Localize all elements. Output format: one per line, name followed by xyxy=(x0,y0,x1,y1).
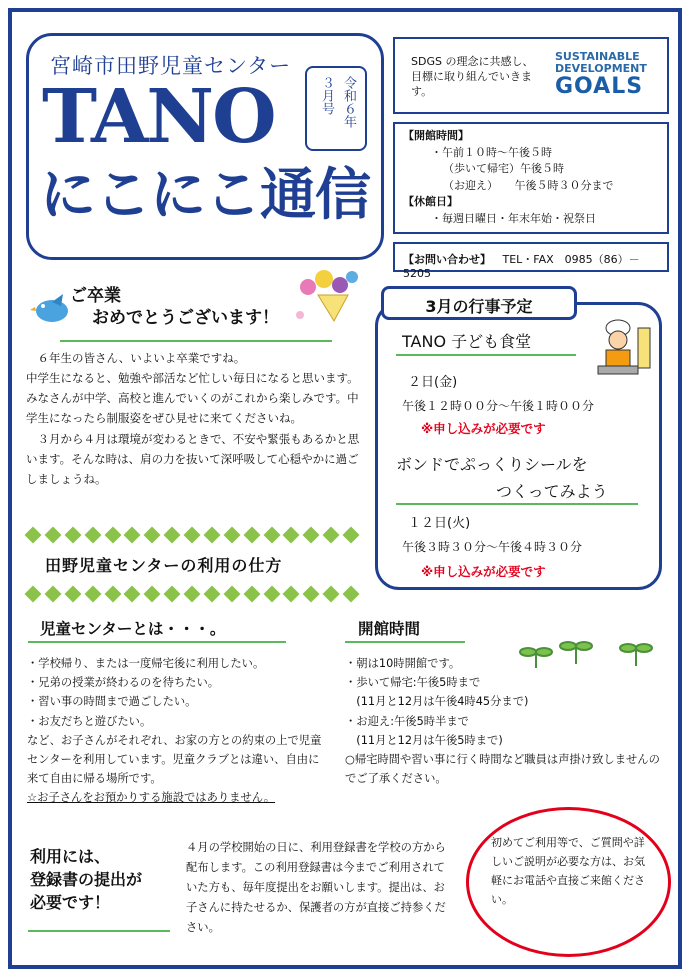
diamond-ornament xyxy=(303,586,320,603)
graduation-message xyxy=(26,348,366,489)
about-title: 児童センターとは・・・。 xyxy=(40,620,226,638)
diamond-border-bottom xyxy=(27,586,357,602)
diamond-ornament xyxy=(44,527,61,544)
diamond-ornament xyxy=(104,527,121,544)
divider xyxy=(396,354,576,356)
diamond-ornament xyxy=(343,527,360,544)
hours-item: ・歩いて帰宅:午後5時まで xyxy=(345,676,481,690)
graduation-paragraph: ３月から４月は環境が変わるときで、不安や緊張もあるかと思います。そんな時は、肩の力を抜いて深呼吸して心穏やかに過ごしましょうね。 xyxy=(26,431,360,486)
registration-title xyxy=(30,845,142,915)
divider xyxy=(345,641,465,643)
hours-line: （歩いて帰宅）午後５時 xyxy=(443,162,564,175)
diamond-ornament xyxy=(144,527,161,544)
hours-label: 【開館時間】 xyxy=(403,129,469,142)
diamond-ornament xyxy=(184,527,201,544)
diamond-ornament xyxy=(223,586,240,603)
divider xyxy=(60,340,332,342)
about-item: ・学校帰り、または一度帰宅後に利用したい。 xyxy=(27,657,265,670)
center-name: 宮崎市田野児童センター xyxy=(50,54,292,78)
diamond-ornament xyxy=(303,527,320,544)
registration-text: ４月の学校開始の日に、利用登録書を学校の方から配布します。この利用登録書は今までご利用されていた方も、毎年度提出をお願いします。提出は、お子さんに持たせるか、保護者の方が直接ご持参ください。 xyxy=(186,841,446,935)
diamond-ornament xyxy=(223,527,240,544)
sdgs-logo-line2: DEVELOPMENT xyxy=(555,62,647,76)
diamond-ornament xyxy=(203,586,220,603)
event-time: 午後３時３０分～午後４時３０分 xyxy=(402,540,583,554)
newsletter-title: にこにこ通信 xyxy=(40,163,370,228)
diamond-ornament xyxy=(25,586,42,603)
issue-month: ３月号 xyxy=(319,76,334,115)
event-requirement: ※申し込みが必要です xyxy=(421,421,546,436)
about-item: ・お友だちと遊びたい。 xyxy=(27,714,152,728)
diamond-ornament xyxy=(203,527,220,544)
diamond-ornament xyxy=(124,527,141,544)
diamond-ornament xyxy=(164,586,181,603)
graduation-paragraph: 中学生になると、勉強や部活など忙しい毎日になると思います。みなさんが中学、高校と進んでいくのがこれから楽しみです。中学生になったら制服姿をぜひ見せに来てくださいね。 xyxy=(26,371,359,426)
graduation-title xyxy=(70,285,279,329)
diamond-ornament xyxy=(84,527,101,544)
diamond-ornament xyxy=(184,586,201,603)
bird-icon xyxy=(30,292,74,326)
contact-label: 【お問い合わせ】 xyxy=(403,253,491,266)
chef-icon xyxy=(596,318,654,378)
bouquet-icon xyxy=(290,265,370,327)
closed-days: ・毎週日曜日・年末年始・祝祭日 xyxy=(431,211,596,225)
diamond-border-top xyxy=(27,527,357,543)
hours-line: ・午前１０時～午後５時 xyxy=(431,145,552,159)
diamond-ornament xyxy=(144,586,161,603)
sdgs-logo xyxy=(555,51,661,99)
diamond-ornament xyxy=(343,586,360,603)
divider xyxy=(28,930,170,932)
issue-box xyxy=(305,66,367,151)
registration-title-line2: 登録書の提出が xyxy=(30,870,143,890)
newsletter-title-latin: TANO xyxy=(42,74,275,160)
hours-item: ○帰宅時間や習い事に行く時間など職員は声掛け致しませんのでご了承ください。 xyxy=(345,753,660,786)
diamond-ornament xyxy=(25,527,42,544)
diamond-ornament xyxy=(84,586,101,603)
event-title: TANO 子ども食堂 xyxy=(402,332,532,351)
closed-label: 【休館日】 xyxy=(403,195,458,208)
diamond-ornament xyxy=(124,586,141,603)
opening-hours-list xyxy=(345,654,663,788)
diamond-ornament xyxy=(104,586,121,603)
about-note: ☆お子さんをお預かりする施設ではありません。 xyxy=(27,791,276,805)
sdgs-box xyxy=(393,37,669,114)
graduation-title-line2: おめでとうございます！ xyxy=(92,308,279,329)
sdgs-text: SDGS の理念に共感し、目標に取り組んでいきます。 xyxy=(411,55,534,98)
event-date: １２日(火) xyxy=(408,516,471,531)
hours-item: (11月と12月は午後4時45分まで) xyxy=(345,695,529,709)
hours-item: (11月と12月は午後5時まで) xyxy=(345,733,503,747)
registration-title-line3: 必要です！ xyxy=(30,893,111,913)
issue-era: 令和６年 xyxy=(341,76,356,128)
divider xyxy=(28,641,286,643)
diamond-ornament xyxy=(263,527,280,544)
event-date: ２日(金) xyxy=(408,375,458,390)
diamond-ornament xyxy=(64,527,81,544)
contact-notice-oval xyxy=(466,807,671,957)
diamond-ornament xyxy=(323,527,340,544)
diamond-ornament xyxy=(243,586,260,603)
event-title-line1: ボンドでぷっくりシールを xyxy=(396,455,588,474)
about-list xyxy=(27,654,327,808)
diamond-ornament xyxy=(323,586,340,603)
opening-hours-title: 開館時間 xyxy=(358,620,421,638)
contact-phone: TEL・FAX 0985（86）－5205 xyxy=(403,253,640,280)
sdgs-logo-line1: SUSTAINABLE xyxy=(555,50,640,63)
graduation-paragraph: ６年生の皆さん、いよいよ卒業ですね。 xyxy=(37,351,246,365)
about-item: ・兄弟の授業が終わるのを待ちたい。 xyxy=(27,676,220,690)
contact-box xyxy=(393,242,669,280)
event-requirement: ※申し込みが必要です xyxy=(421,564,546,579)
about-text: など、お子さんがそれぞれ、お家の方との約束の上で児童センターを利用しています。児童クラブとは違い、自由に来て自由に帰る場所です。 xyxy=(27,733,322,786)
event-time: 午後１２時００分～午後１時００分 xyxy=(402,399,595,413)
diamond-ornament xyxy=(263,586,280,603)
diamond-ornament xyxy=(243,527,260,544)
events-heading: 3月の行事予定 xyxy=(381,286,577,320)
diamond-ornament xyxy=(64,586,81,603)
about-item: ・習い事の時間まで過ごしたい。 xyxy=(27,695,197,709)
diamond-ornament xyxy=(283,586,300,603)
divider xyxy=(396,503,638,505)
usage-title: 田野児童センターの利用の仕方 xyxy=(45,556,283,575)
event-title-line2: つくってみよう xyxy=(496,482,608,501)
hours-line: （お迎え） 午後５時３０分まで xyxy=(443,178,614,192)
diamond-ornament xyxy=(164,527,181,544)
sdgs-logo-goals: GOALS xyxy=(555,74,644,100)
hours-info-box xyxy=(393,122,669,234)
graduation-title-line1: ご卒業 xyxy=(70,286,121,306)
registration-title-line1: 利用には、 xyxy=(30,847,111,866)
contact-notice-text: 初めてご利用等で、ご質問や詳しいご説明が必要な方は、お気軽にお電話や直接ご来館ください。 xyxy=(491,836,645,906)
diamond-ornament xyxy=(283,527,300,544)
hours-item: ・お迎え:午後5時半まで xyxy=(345,714,469,728)
diamond-ornament xyxy=(44,586,61,603)
hours-item: ・朝は10時開館です。 xyxy=(345,657,461,670)
